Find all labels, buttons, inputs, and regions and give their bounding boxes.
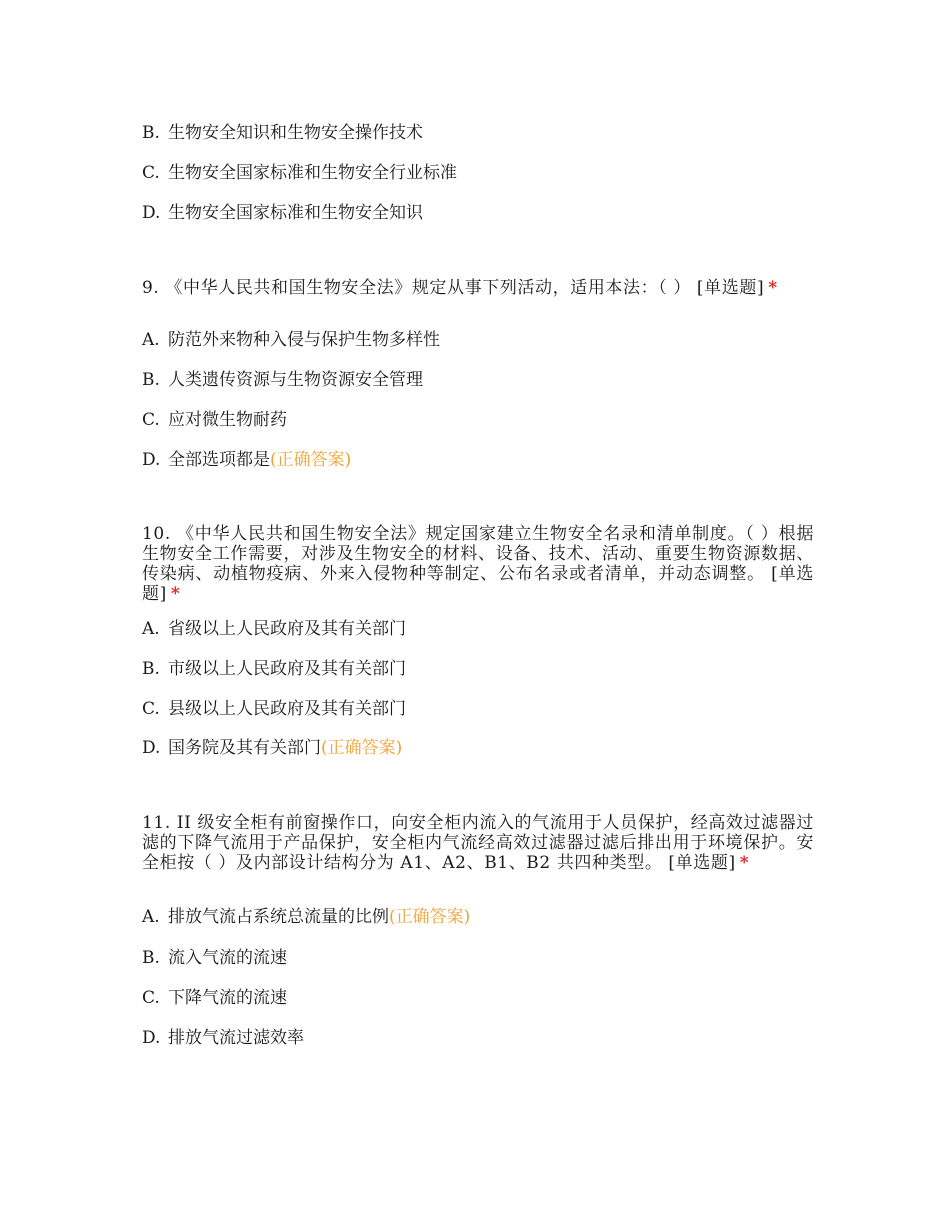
option-text: 全部选项都是	[168, 450, 270, 470]
option-text: 生物安全知识和生物安全操作技术	[168, 123, 423, 143]
option-letter: C.	[142, 410, 160, 430]
option-letter: D.	[142, 738, 161, 758]
option-text: 国务院及其有关部门	[168, 738, 321, 758]
option-text: 排放气流过滤效率	[168, 1028, 304, 1048]
q11-option-c	[142, 988, 287, 1008]
option-letter: A.	[142, 330, 160, 350]
option-letter: D.	[142, 450, 161, 470]
option-letter: D.	[142, 203, 161, 223]
q10-question	[142, 524, 814, 604]
required-mark: *	[739, 853, 750, 873]
option-text: 应对微生物耐药	[168, 410, 287, 430]
option-text: 县级以上人民政府及其有关部门	[168, 699, 406, 719]
q10-option-a	[142, 619, 406, 639]
option-text: 省级以上人民政府及其有关部门	[168, 619, 406, 639]
q9-option-b	[142, 370, 423, 390]
question-text: 9. 《中华人民共和国生物安全法》规定从事下列活动，适用本法：（ ） [单选题]	[142, 278, 765, 298]
option-text: 市级以上人民政府及其有关部门	[168, 659, 406, 679]
question-text: 10. 《中华人民共和国生物安全法》规定国家建立生物安全名录和清单制度。（ ）根据生物安全工作需要，对涉及生物安全的材料、设备、技术、活动、重要生物资源数据、传染病、动植物疫病、外来入侵物种等制定、公布名录或者清单，并动态调整。 [单选题]	[142, 524, 814, 604]
option-letter: A.	[142, 907, 160, 927]
required-mark: *	[170, 584, 181, 604]
option-text: 排放气流占系统总流量的比例	[168, 907, 389, 927]
option-text: 生物安全国家标准和生物安全知识	[168, 203, 423, 223]
q11-option-a	[142, 907, 470, 927]
correct-answer-tag: (正确答案)	[321, 738, 403, 758]
option-letter: C.	[142, 988, 160, 1008]
q10-option-c	[142, 699, 406, 719]
option-letter: B.	[142, 123, 160, 143]
option-letter: B.	[142, 370, 160, 390]
required-mark: *	[768, 278, 778, 298]
option-letter: B.	[142, 659, 160, 679]
option-letter: A.	[142, 619, 160, 639]
q11-option-d	[142, 1028, 304, 1048]
option-text: 人类遗传资源与生物资源安全管理	[168, 370, 423, 390]
option-letter: C.	[142, 163, 160, 183]
q8-option-d	[142, 203, 423, 223]
question-text: 11. II 级安全柜有前窗操作口，向安全柜内流入的气流用于人员保护，经高效过滤器过滤的下降气流用于产品保护，安全柜内气流经高效过滤器过滤后排出用于环境保护。安全柜按（ ）及内部设计结构分为 A1、A2、B1、B2 共四种类型。 [单选题]	[142, 813, 814, 873]
option-letter: D.	[142, 1028, 161, 1048]
correct-answer-tag: (正确答案)	[389, 907, 471, 927]
q9-option-d	[142, 450, 351, 470]
option-text: 生物安全国家标准和生物安全行业标准	[168, 163, 457, 183]
q10-option-b	[142, 659, 406, 679]
option-text: 下降气流的流速	[168, 988, 287, 1008]
q8-option-b	[142, 123, 423, 143]
correct-answer-tag: (正确答案)	[270, 450, 352, 470]
option-text: 防范外来物种入侵与保护生物多样性	[168, 330, 440, 350]
q10-option-d	[142, 738, 402, 758]
q11-question	[142, 813, 814, 873]
q9-option-c	[142, 410, 287, 430]
option-text: 流入气流的流速	[168, 948, 287, 968]
q9-question	[142, 278, 814, 298]
option-letter: C.	[142, 699, 160, 719]
q8-option-c	[142, 163, 457, 183]
q11-option-b	[142, 948, 287, 968]
q9-option-a	[142, 330, 440, 350]
option-letter: B.	[142, 948, 160, 968]
